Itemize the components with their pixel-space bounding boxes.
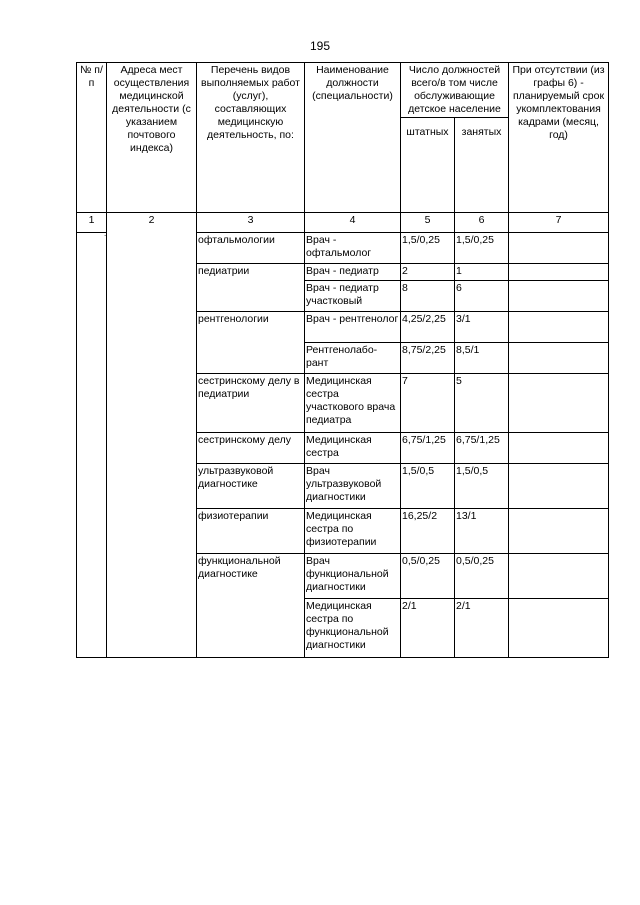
column-number: 1 xyxy=(77,213,107,233)
column-number: 4 xyxy=(305,213,401,233)
header-work-types: Перечень видов выполняемых работ (услуг), составляющих медицинскую деятельность, по: xyxy=(197,63,305,213)
position-cell: Медицинская сестра xyxy=(305,433,401,464)
column-number: 2 xyxy=(148,214,155,226)
header-staff: штатных xyxy=(401,118,455,213)
occupied-cell: 1,5/0,5 xyxy=(455,464,509,509)
planned-cell xyxy=(509,233,609,264)
occupied-cell: 0,5/0,25 xyxy=(455,554,509,599)
position-cell: Медицинская сестра по функциональной диагностики xyxy=(305,599,401,658)
work-cell: педиатрии xyxy=(197,264,305,312)
position-cell: Врач - педиатр xyxy=(305,264,401,281)
column-number: 7 xyxy=(509,213,609,233)
header-position: Наименование должности (специальности) xyxy=(305,63,401,213)
staff-cell: 6,75/1,25 xyxy=(401,433,455,464)
stray-mark: . xyxy=(104,229,107,238)
position-cell: Рентгенолабо-рант xyxy=(305,343,401,374)
occupied-cell: 2/1 xyxy=(455,599,509,658)
column-numbers-row xyxy=(77,213,609,233)
planned-cell xyxy=(509,343,609,374)
staff-cell: 1,5/0,5 xyxy=(401,464,455,509)
staff-cell: 8,75/2,25 xyxy=(401,343,455,374)
work-cell: рентгенологии xyxy=(197,312,305,374)
work-cell: офтальмологии xyxy=(197,233,305,264)
position-cell: Врач - рентгенолог xyxy=(305,312,401,343)
staff-cell: 8 xyxy=(401,281,455,312)
staff-cell: 1,5/0,25 xyxy=(401,233,455,264)
work-cell: физиотерапии xyxy=(197,509,305,554)
position-cell: Врач ультразвуковой диагностики xyxy=(305,464,401,509)
header-positions-count: Число должностей всего/в том числе обслуживающие детское население xyxy=(401,63,509,118)
planned-cell xyxy=(509,374,609,433)
planned-cell xyxy=(509,264,609,281)
staff-cell: 16,25/2 xyxy=(401,509,455,554)
staffing-table xyxy=(76,62,609,658)
occupied-cell: 1,5/0,25 xyxy=(455,233,509,264)
work-cell: сестринскому делу xyxy=(197,433,305,464)
occupied-cell: 8,5/1 xyxy=(455,343,509,374)
planned-cell xyxy=(509,509,609,554)
work-cell: ультразвуковой диагностике xyxy=(197,464,305,509)
planned-cell xyxy=(509,554,609,599)
address-cell xyxy=(107,213,197,658)
position-cell: Медицинская сестра по физиотерапии xyxy=(305,509,401,554)
occupied-cell: 3/1 xyxy=(455,312,509,343)
work-cell: функциональной диагностике xyxy=(197,554,305,658)
column-number: 6 xyxy=(455,213,509,233)
occupied-cell: 6,75/1,25 xyxy=(455,433,509,464)
header-address: Адреса мест осуществления медицинской деятельности (с указанием почтового индекса) xyxy=(107,63,197,213)
planned-cell xyxy=(509,433,609,464)
header-row xyxy=(77,63,609,118)
staff-cell: 7 xyxy=(401,374,455,433)
position-cell: Врач - педиатр участковый xyxy=(305,281,401,312)
position-cell: Врач функциональной диагностики xyxy=(305,554,401,599)
planned-cell xyxy=(509,281,609,312)
occupied-cell: 6 xyxy=(455,281,509,312)
column-number: 5 xyxy=(401,213,455,233)
header-occupied: занятых xyxy=(455,118,509,213)
planned-cell xyxy=(509,312,609,343)
work-cell: сестринскому делу в педиатрии xyxy=(197,374,305,433)
occupied-cell: 1 xyxy=(455,264,509,281)
number-cell xyxy=(77,233,107,658)
planned-cell xyxy=(509,599,609,658)
occupied-cell: 13/1 xyxy=(455,509,509,554)
column-number: 3 xyxy=(197,213,305,233)
planned-cell xyxy=(509,464,609,509)
position-cell: Медицинская сестра участкового врача педиатра xyxy=(305,374,401,433)
staff-cell: 0,5/0,25 xyxy=(401,554,455,599)
header-number: № п/п xyxy=(77,63,107,213)
page-number: 195 xyxy=(309,39,331,53)
staff-cell: 2/1 xyxy=(401,599,455,658)
staff-cell: 2 xyxy=(401,264,455,281)
staff-cell: 4,25/2,25 xyxy=(401,312,455,343)
position-cell: Врач - офтальмолог xyxy=(305,233,401,264)
header-planned-date: При отсутствии (из графы 6) - планируемый срок укомплектования кадрами (месяц, год) xyxy=(509,63,609,213)
occupied-cell: 5 xyxy=(455,374,509,433)
